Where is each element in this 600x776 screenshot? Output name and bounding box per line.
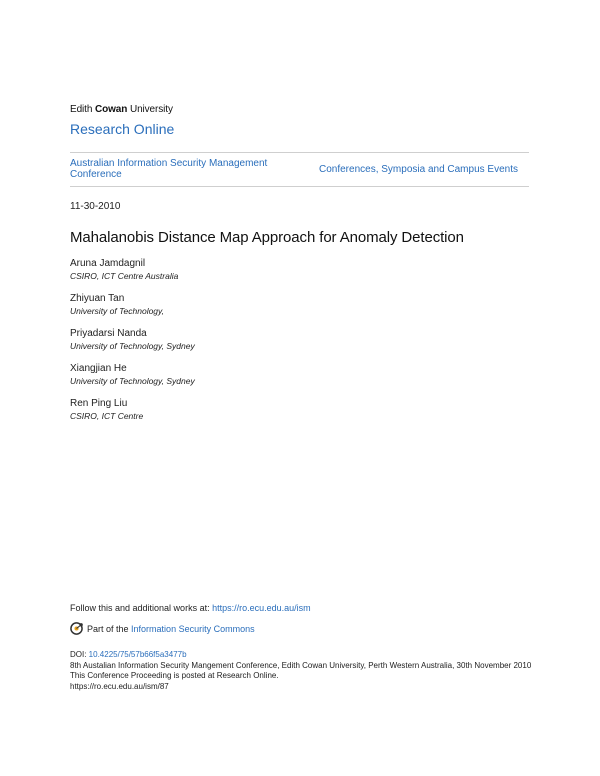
author-entry [70, 363, 490, 387]
divider-bottom [70, 186, 529, 187]
citation-line: 8th Austalian Information Security Mangement Conference, Edith Cowan University, Perth Western Australia, 30th November 2010 [70, 660, 532, 670]
citation-block [70, 650, 540, 692]
follow-link[interactable]: https://ro.ecu.edu.au/ism [212, 603, 311, 613]
author-name: Zhiyuan Tan [70, 293, 125, 304]
collection-link-right[interactable]: Conferences, Symposia and Campus Events [319, 164, 518, 175]
follow-line [70, 603, 311, 613]
author-entry [70, 398, 490, 422]
author-entry [70, 293, 490, 317]
doi-link[interactable]: 10.4225/75/57b66f5a3477b [88, 650, 187, 659]
posted-line: This Conference Proceeding is posted at Research Online. [70, 671, 279, 680]
author-affiliation: University of Technology, Sydney [70, 376, 195, 386]
doi-line [70, 650, 540, 661]
collection-link-left[interactable]: Australian Information Security Management Conference [70, 158, 268, 180]
author-affiliation: CSIRO, ICT Centre Australia [70, 271, 179, 281]
author-name: Priyadarsi Nanda [70, 328, 147, 339]
author-list [70, 258, 490, 433]
author-name: Aruna Jamdagnil [70, 258, 146, 269]
publication-date: 11-30-2010 [70, 201, 121, 212]
university-name: Edith Cowan University [70, 104, 173, 115]
author-affiliation: University of Technology, [70, 306, 165, 316]
author-affiliation: CSIRO, ICT Centre [70, 411, 144, 421]
author-name: Xiangjian He [70, 363, 127, 374]
commons-network-icon [70, 622, 83, 635]
author-entry [70, 258, 490, 282]
doi-label: DOI: [70, 650, 89, 659]
item-url[interactable]: https://ro.ecu.edu.au/ism/87 [70, 681, 169, 691]
author-affiliation: University of Technology, Sydney [70, 341, 195, 351]
author-name: Ren Ping Liu [70, 398, 128, 409]
follow-text: Follow this and additional works at: [70, 603, 213, 613]
divider-top [70, 152, 529, 153]
part-of-text: Part of the [87, 623, 129, 634]
part-of-line [70, 622, 255, 635]
paper-title: Mahalanobis Distance Map Approach for Anomaly Detection [70, 229, 464, 246]
author-entry [70, 328, 490, 352]
commons-link[interactable]: Information Security Commons [131, 623, 255, 634]
repository-name[interactable]: Research Online [70, 121, 175, 137]
